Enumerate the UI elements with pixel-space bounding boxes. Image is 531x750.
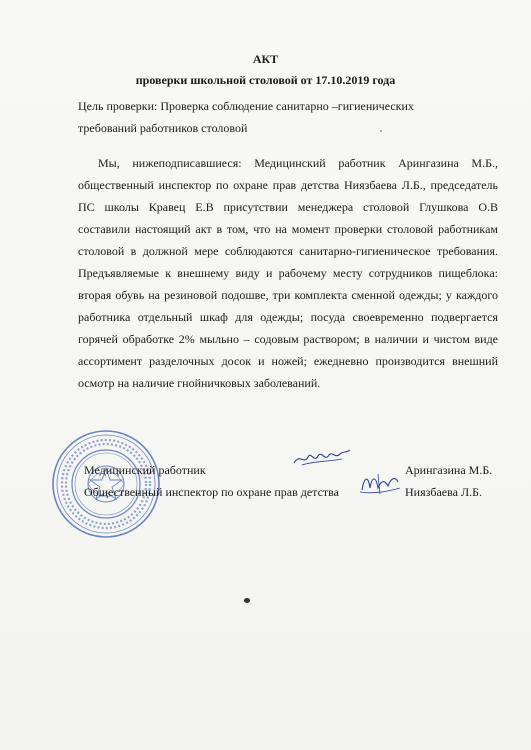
- signature-medical-worker: [292, 447, 352, 469]
- signature-child-rights-inspector: [358, 470, 402, 496]
- signatory-2-role: Общественный инспектор по охране прав детства: [84, 485, 339, 499]
- purpose-line-1: Цель проверки: Проверка соблюдение санитарно –гигиенических: [78, 99, 414, 113]
- scan-speck: [380, 130, 382, 132]
- act-body-paragraph: Мы, нижеподписавшиеся: Медицинский работник Арингазина М.Б., общественный инспектор по охране прав детства Ниязбаева Л.Б., председатель ПС школы Кравец Е.В присутствии менеджера столовой Глушкова О.В составили настоящий акт в том, что на момент проверки столовой работникам столовой в должной мере соблюдаются санитарно-гигиеническое требования. Предъявляемые к внешнему виду и рабочему месту сотрудников пищеблока: вторая обувь на резиновой подошве, три комплекта сменной одежды; у каждого работника отдельный шкаф для одежды; посуда своевременно подвергается горячей обработке 2% мыльно – содовым раствором; в наличии и чистом виде ассортимент разделочных досок и ножей; ежедневно производится внешний осмотр на наличие гнойничковых заболеваний.: [78, 156, 498, 390]
- document-title: АКТ: [252, 52, 279, 66]
- signatory-1-role: Медицинский работник: [84, 463, 206, 477]
- scan-speck: [244, 598, 250, 603]
- signatory-1-name: Арингазина М.Б.: [405, 463, 493, 477]
- inspection-purpose: [78, 95, 498, 139]
- purpose-line-2: требований работников столовой: [78, 121, 248, 135]
- signatory-2-name: Ниязбаева Л.Б.: [405, 485, 482, 499]
- document-subtitle: проверки школьной столовой от 17.10.2019 года: [135, 73, 396, 87]
- official-stamp-seal: [50, 428, 162, 540]
